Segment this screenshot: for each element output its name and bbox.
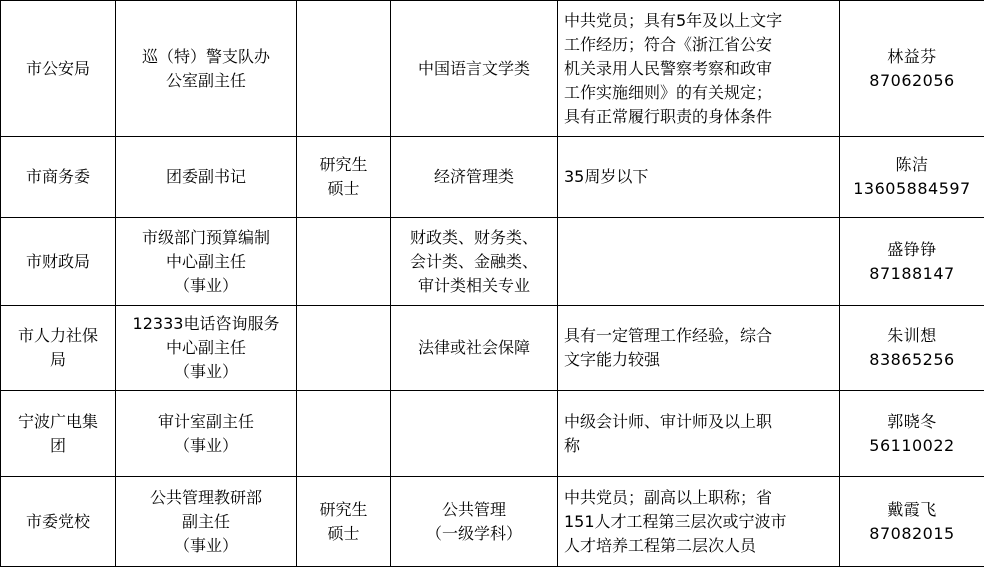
table-row [1,218,984,306]
position-line: 巡（特）警支队办 [116,45,296,69]
position-line: 12333电话咨询服务 [116,312,296,336]
position-line: （事业） [116,274,296,298]
position-cell [116,137,297,218]
contact-line: 朱训想 [840,324,984,348]
position-line: （事业） [116,434,296,458]
degree-cell [297,306,391,391]
degree-cell [297,137,391,218]
degree-cell [297,218,391,306]
contact-line: 87062056 [840,69,984,93]
contact-cell [840,477,984,567]
unit-cell [1,218,116,306]
contact-line: 56110022 [840,434,984,458]
position-line: 中心副主任 [116,336,296,360]
unit-line: 市委党校 [1,510,115,534]
contact-cell [840,137,984,218]
requirements-cell [558,1,840,137]
table-row [1,306,984,391]
contact-line: 87188147 [840,262,984,286]
requirements-line: 35周岁以下 [564,165,835,189]
contact-cell [840,306,984,391]
unit-cell [1,137,116,218]
major-cell [391,391,558,477]
unit-cell [1,306,116,391]
unit-cell [1,391,116,477]
position-cell [116,477,297,567]
requirements-line: 机关录用人民警察考察和政审 [564,57,835,81]
requirements-line: 工作实施细则》的有关规定； [564,81,835,105]
position-cell [116,306,297,391]
major-cell [391,1,558,137]
requirements-line: 中级会计师、审计师及以上职 [564,410,835,434]
major-line: 经济管理类 [391,165,557,189]
degree-cell [297,477,391,567]
requirements-line: 具有一定管理工作经验，综合 [564,324,835,348]
major-cell [391,306,558,391]
major-line: 审计类相关专业 [391,274,557,298]
requirements-line: 文字能力较强 [564,348,835,372]
major-line: 公共管理 [391,498,557,522]
position-line: （事业） [116,360,296,384]
contact-line: 盛铮铮 [840,238,984,262]
unit-line: 市财政局 [1,250,115,274]
requirements-cell [558,477,840,567]
table-row [1,391,984,477]
unit-line: 局 [1,348,115,372]
degree-line: 研究生 [297,498,390,522]
table-row [1,477,984,567]
contact-line: 陈洁 [840,153,984,177]
contact-line: 87082015 [840,522,984,546]
position-cell [116,218,297,306]
position-line: 公室副主任 [116,69,296,93]
requirements-cell [558,137,840,218]
requirements-line: 中共党员；副高以上职称；省 [564,486,835,510]
requirements-cell [558,218,840,306]
contact-cell [840,391,984,477]
degree-line: 硕士 [297,522,390,546]
requirements-line: 称 [564,434,835,458]
contact-cell [840,218,984,306]
degree-line: 研究生 [297,153,390,177]
major-line: 会计类、金融类、 [391,250,557,274]
contact-line: 林益芬 [840,45,984,69]
position-line: 市级部门预算编制 [116,226,296,250]
position-cell [116,1,297,137]
unit-line: 市公安局 [1,57,115,81]
unit-cell [1,477,116,567]
unit-line: 宁波广电集 [1,410,115,434]
position-line: 审计室副主任 [116,410,296,434]
degree-line: 硕士 [297,177,390,201]
requirements-cell [558,391,840,477]
unit-line: 市人力社保 [1,324,115,348]
major-line: 法律或社会保障 [391,336,557,360]
contact-line: 83865256 [840,348,984,372]
requirements-line: 中共党员；具有5年及以上文字 [564,9,835,33]
degree-cell [297,391,391,477]
unit-line: 市商务委 [1,165,115,189]
unit-cell [1,1,116,137]
contact-line: 13605884597 [840,177,984,201]
major-cell [391,477,558,567]
requirements-line: 具有正常履行职责的身体条件 [564,105,835,129]
requirements-line: 工作经历；符合《浙江省公安 [564,33,835,57]
table-row [1,137,984,218]
requirements-line: 人才培养工程第二层次人员 [564,534,835,558]
major-cell [391,218,558,306]
unit-line: 团 [1,434,115,458]
position-line: （事业） [116,534,296,558]
contact-line: 郭晓冬 [840,410,984,434]
contact-cell [840,1,984,137]
position-cell [116,391,297,477]
major-cell [391,137,558,218]
degree-cell [297,1,391,137]
position-line: 副主任 [116,510,296,534]
position-line: 公共管理教研部 [116,486,296,510]
contact-line: 戴霞飞 [840,498,984,522]
position-line: 中心副主任 [116,250,296,274]
table-body [1,1,984,567]
major-line: （一级学科） [391,522,557,546]
requirements-line: 151人才工程第三层次或宁波市 [564,510,835,534]
position-line: 团委副书记 [116,165,296,189]
requirements-cell [558,306,840,391]
major-line: 财政类、财务类、 [391,226,557,250]
table-row [1,1,984,137]
major-line: 中国语言文学类 [391,57,557,81]
